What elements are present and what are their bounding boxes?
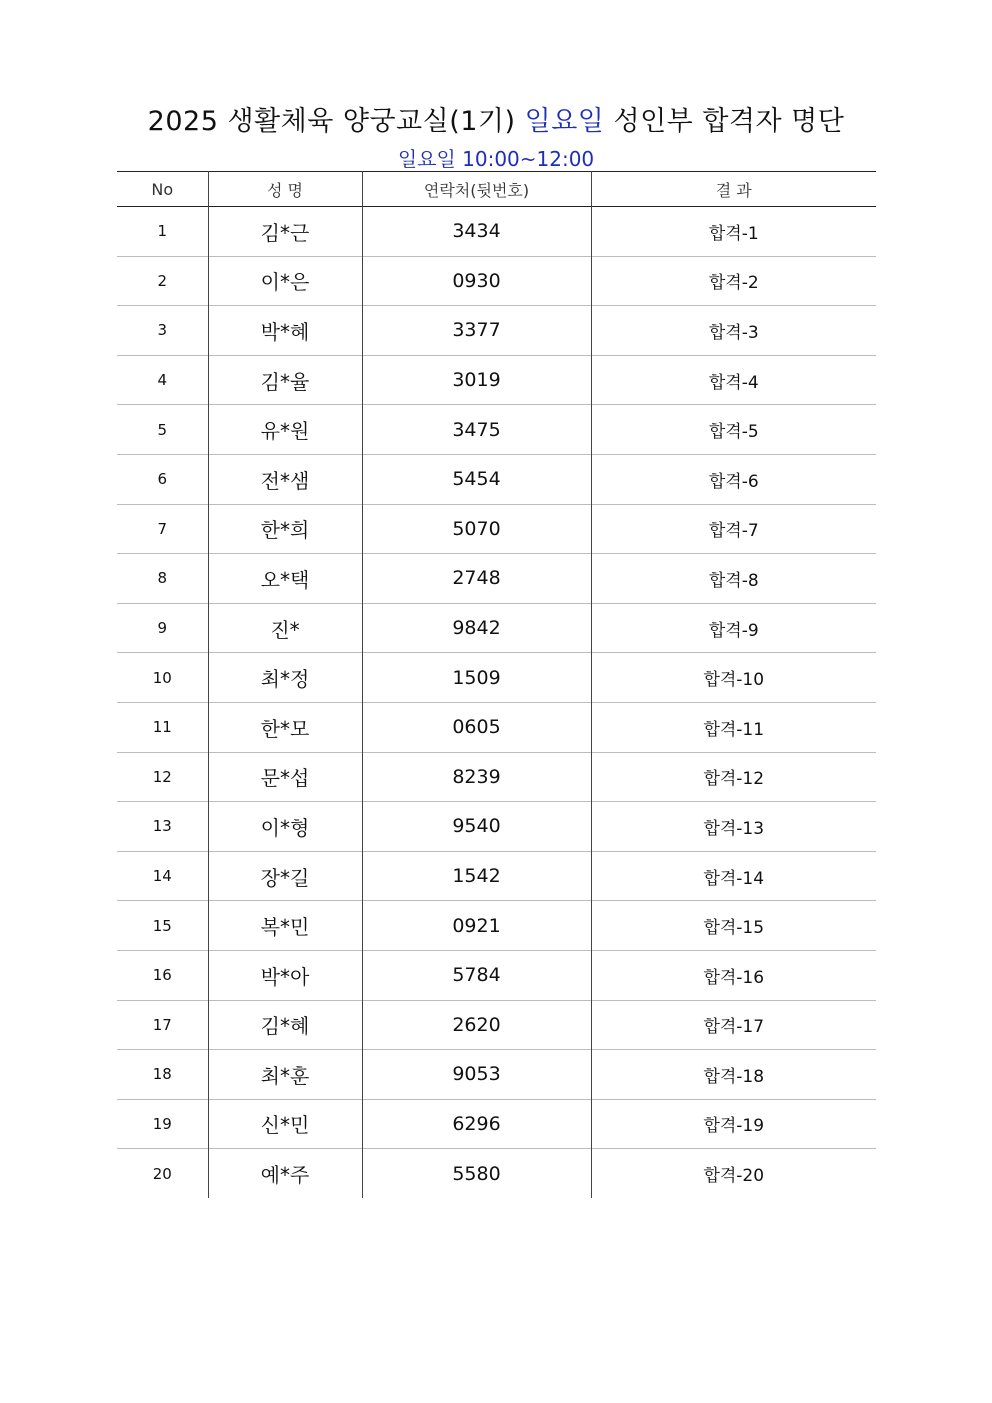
cell-result: 합격-4: [708, 372, 759, 393]
table-row: [117, 1000, 876, 1050]
cell-name: 예*주: [208, 1149, 362, 1198]
cell-contact: 9053: [362, 1050, 591, 1100]
table-row: [117, 355, 876, 405]
cell-no: 11: [117, 702, 208, 752]
header-result: 결 과: [715, 180, 752, 200]
cell-name: 박*혜: [208, 306, 362, 356]
table-row: [117, 504, 876, 554]
cell-result: 합격-6: [708, 471, 759, 492]
title-suffix: 성인부 합격자 명단: [613, 106, 845, 137]
cell-result: 합격-5: [708, 422, 759, 443]
cell-result: 합격-11: [703, 719, 765, 740]
cell-result: 합격-12: [703, 769, 765, 790]
cell-result: 합격-15: [703, 918, 765, 939]
cell-no: 4: [117, 355, 208, 405]
title-highlight: 일요일: [524, 106, 605, 137]
cell-no: 5: [117, 405, 208, 455]
table-row: [117, 1050, 876, 1100]
header-no: No: [117, 172, 208, 207]
cell-result: 합격-1: [708, 223, 759, 244]
cell-contact: 0930: [362, 256, 591, 306]
cell-result: 합격-10: [703, 670, 765, 691]
table-row: [117, 1099, 876, 1149]
cell-no: 20: [117, 1149, 208, 1198]
cell-name: 최*훈: [208, 1050, 362, 1100]
cell-no: 14: [117, 851, 208, 901]
cell-no: 6: [117, 454, 208, 504]
page-title: [0, 99, 992, 138]
header-name: 성 명: [208, 172, 362, 207]
cell-result: 합격-16: [703, 967, 765, 988]
cell-name: 김*율: [208, 355, 362, 405]
table-row: [117, 702, 876, 752]
cell-name: 김*근: [208, 207, 362, 257]
results-table: [117, 171, 876, 1198]
table-row: [117, 256, 876, 306]
cell-name: 박*아: [208, 950, 362, 1000]
cell-result: 합격-18: [703, 1066, 765, 1087]
cell-contact: 3377: [362, 306, 591, 356]
cell-no: 19: [117, 1099, 208, 1149]
cell-no: 13: [117, 802, 208, 852]
cell-result: 합격-17: [703, 1017, 765, 1038]
schedule-subtitle: 일요일 10:00~12:00: [397, 147, 595, 171]
cell-no: 3: [117, 306, 208, 356]
table-row: [117, 653, 876, 703]
cell-name: 오*택: [208, 554, 362, 604]
cell-name: 한*모: [208, 702, 362, 752]
cell-no: 17: [117, 1000, 208, 1050]
cell-no: 18: [117, 1050, 208, 1100]
cell-contact: 0605: [362, 702, 591, 752]
cell-name: 김*혜: [208, 1000, 362, 1050]
cell-contact: 5784: [362, 950, 591, 1000]
cell-result: 합격-7: [708, 521, 759, 542]
cell-name: 한*희: [208, 504, 362, 554]
cell-no: 2: [117, 256, 208, 306]
table-row: [117, 554, 876, 604]
cell-result: 합격-2: [708, 273, 759, 294]
cell-no: 12: [117, 752, 208, 802]
cell-result: 합격-13: [703, 818, 765, 839]
cell-name: 신*민: [208, 1099, 362, 1149]
cell-contact: 5070: [362, 504, 591, 554]
header-contact: 연락처(뒷번호): [362, 172, 591, 207]
cell-name: 진*: [208, 603, 362, 653]
cell-contact: 9540: [362, 802, 591, 852]
table-row: [117, 306, 876, 356]
table-row: [117, 950, 876, 1000]
cell-contact: 3475: [362, 405, 591, 455]
table-row: [117, 752, 876, 802]
cell-contact: 1542: [362, 851, 591, 901]
cell-no: 15: [117, 901, 208, 951]
cell-no: 8: [117, 554, 208, 604]
cell-name: 문*섭: [208, 752, 362, 802]
cell-contact: 9842: [362, 603, 591, 653]
cell-name: 최*정: [208, 653, 362, 703]
table-row: [117, 901, 876, 951]
cell-name: 유*원: [208, 405, 362, 455]
cell-name: 장*길: [208, 851, 362, 901]
cell-no: 1: [117, 207, 208, 257]
cell-result: 합격-20: [703, 1166, 765, 1187]
table-row: [117, 405, 876, 455]
cell-name: 이*형: [208, 802, 362, 852]
cell-contact: 2620: [362, 1000, 591, 1050]
cell-no: 7: [117, 504, 208, 554]
cell-contact: 5580: [362, 1149, 591, 1198]
table-row: [117, 851, 876, 901]
cell-result: 합격-14: [703, 868, 765, 889]
cell-contact: 0921: [362, 901, 591, 951]
cell-result: 합격-19: [703, 1116, 765, 1137]
cell-name: 이*은: [208, 256, 362, 306]
cell-contact: 1509: [362, 653, 591, 703]
cell-contact: 8239: [362, 752, 591, 802]
table-row: [117, 1149, 876, 1198]
cell-result: 합격-9: [708, 620, 759, 641]
cell-contact: 5454: [362, 454, 591, 504]
cell-no: 16: [117, 950, 208, 1000]
cell-contact: 3434: [362, 207, 591, 257]
cell-name: 복*민: [208, 901, 362, 951]
table-row: [117, 603, 876, 653]
cell-contact: 6296: [362, 1099, 591, 1149]
cell-no: 9: [117, 603, 208, 653]
cell-result: 합격-8: [708, 570, 759, 591]
table-row: [117, 207, 876, 257]
cell-no: 10: [117, 653, 208, 703]
table-header-row: [117, 172, 876, 207]
cell-contact: 3019: [362, 355, 591, 405]
cell-result: 합격-3: [708, 322, 759, 343]
cell-name: 전*샘: [208, 454, 362, 504]
title-prefix: 2025 생활체육 양궁교실(1기): [147, 106, 516, 137]
table-row: [117, 802, 876, 852]
table-row: [117, 454, 876, 504]
cell-contact: 2748: [362, 554, 591, 604]
